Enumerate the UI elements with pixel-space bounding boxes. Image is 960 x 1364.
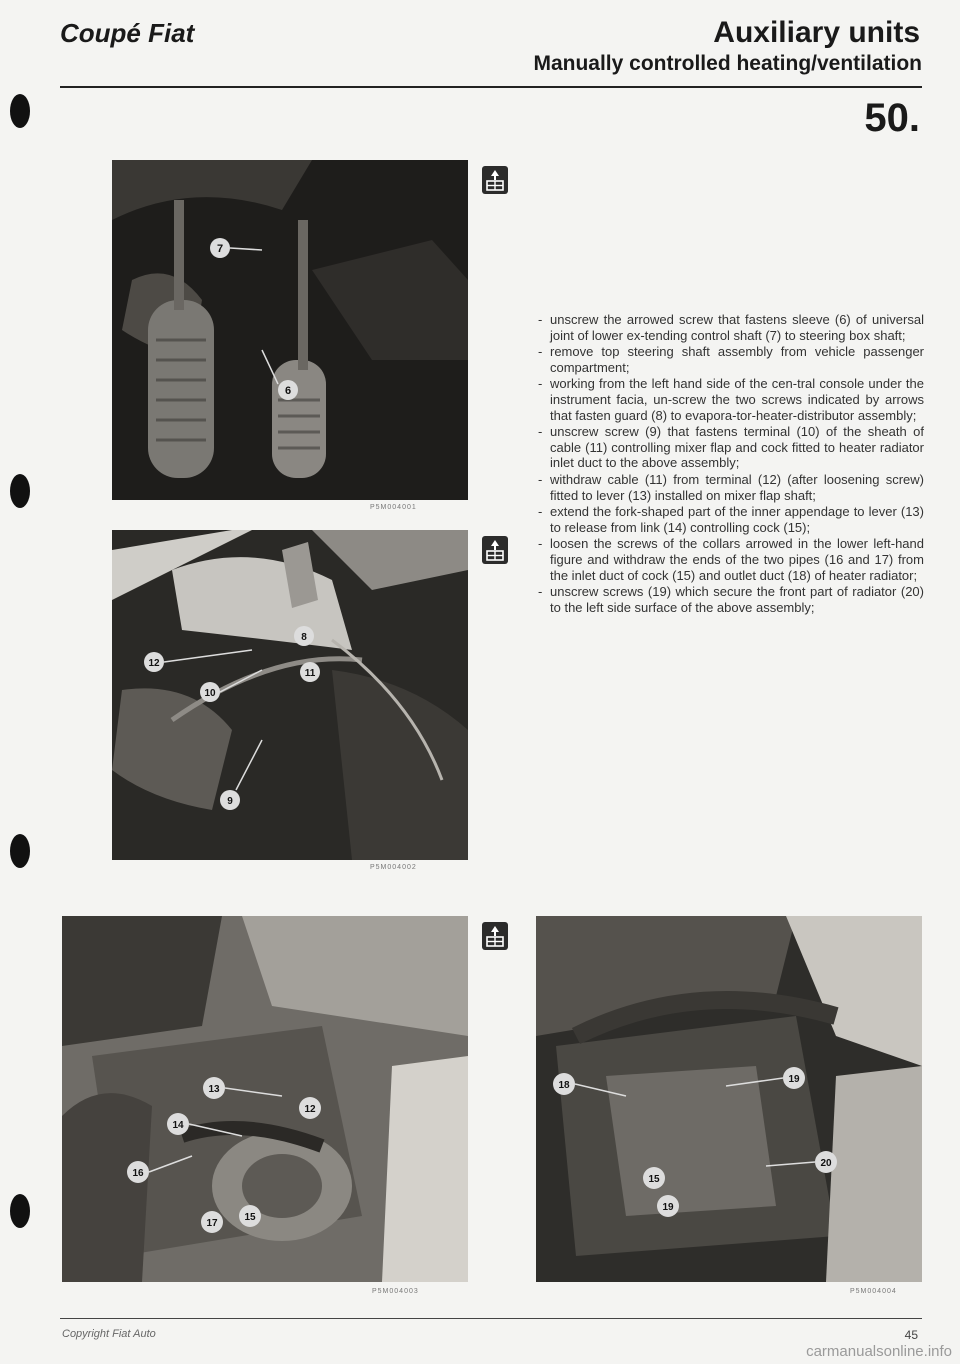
watermark: carmanualsonline.info — [806, 1343, 952, 1360]
tool-icon — [482, 536, 508, 564]
callout-label: 19 — [788, 1074, 800, 1085]
instruction-item: - unscrew the arrowed screw that fastens sleeve (6) of universal joint of lower ex-tending control shaft (7) to steering box shaft; — [538, 312, 924, 343]
callout-label: 12 — [148, 658, 160, 669]
callout-label: 17 — [206, 1218, 218, 1229]
instruction-item: - remove top steering shaft assembly from vehicle passenger compartment; — [538, 344, 924, 375]
binder-hole — [10, 1194, 30, 1228]
callout-label: 19 — [662, 1202, 674, 1213]
instruction-item: - working from the left hand side of the cen-tral console under the instrument facia, un-screw the two screws indicated by arrows that fasten guard (8) to evapora-tor-heater-distributor assembly; — [538, 376, 924, 423]
photo-code: P5M004001 — [370, 504, 417, 511]
section-number: 50. — [864, 96, 920, 140]
callout-label: 6 — [284, 385, 292, 397]
header-rule — [60, 86, 922, 88]
page-title: Auxiliary units — [713, 16, 920, 49]
callout-label: 13 — [208, 1084, 220, 1095]
instruction-item: - loosen the screws of the collars arrowed in the lower left-hand figure and withdraw the ends of the two pipes (16 and 17) from the inlet duct of cock (15) and outlet duct (18) of heater radiator; — [538, 536, 924, 583]
footer-copyright: Copyright Fiat Auto — [62, 1328, 156, 1340]
photo-mixer-cable — [112, 530, 468, 860]
callout-label: 20 — [820, 1158, 832, 1169]
binder-hole — [10, 94, 30, 128]
callout-label: 15 — [244, 1212, 256, 1223]
callout-label: 18 — [558, 1080, 570, 1091]
callout-label: 9 — [227, 796, 233, 807]
callout-label: 15 — [648, 1174, 660, 1185]
callout-label: 11 — [304, 668, 316, 679]
photo-code: P5M004003 — [372, 1288, 419, 1295]
footer-rule — [60, 1318, 922, 1319]
binder-hole — [10, 834, 30, 868]
tool-icon — [482, 922, 508, 950]
photo-code: P5M004004 — [850, 1288, 897, 1295]
instruction-item: - extend the fork-shaped part of the inner appendage to lever (13) to release from link (14) controlling cock (15); — [538, 504, 924, 535]
brand-name: Coupé Fiat — [60, 18, 195, 48]
photo-code: P5M004002 — [370, 864, 417, 871]
photo-heater-pipes — [62, 916, 468, 1282]
binder-hole — [10, 474, 30, 508]
photo-radiator — [536, 916, 922, 1282]
instruction-item: - withdraw cable (11) from terminal (12) (after loosening screw) fitted to lever (13) installed on mixer flap shaft; — [538, 472, 924, 503]
callout-label: 10 — [204, 688, 216, 699]
instruction-item: - unscrew screw (9) that fastens terminal (10) of the sheath of cable (11) controlling mixer flap and cock fitted to heater radiator inlet duct to the above assembly; — [538, 424, 924, 471]
instruction-item: - unscrew screws (19) which secure the front part of radiator (20) to the left side surface of the above assembly; — [538, 584, 924, 615]
callout-label: 8 — [301, 632, 307, 643]
callout-label: 16 — [132, 1168, 144, 1179]
page-subtitle: Manually controlled heating/ventilation — [533, 52, 922, 75]
callout-label: 12 — [304, 1104, 316, 1115]
page-number: 45 — [904, 1328, 918, 1342]
callout-label: 7 — [216, 243, 224, 255]
photo-pedals — [112, 160, 468, 500]
instructions-text — [538, 312, 924, 616]
callout-label: 14 — [172, 1120, 184, 1131]
tool-icon — [482, 166, 508, 194]
